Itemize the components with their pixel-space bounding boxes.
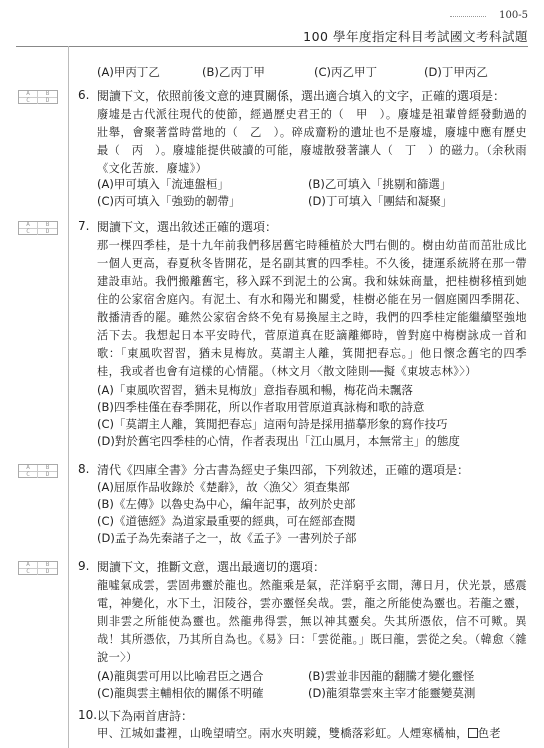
- q7-option-d[interactable]: (D)對於舊宅四季桂的心情，作者表現出「江山風月，本無常主」的態度: [97, 434, 460, 448]
- q6-number: 6.: [78, 88, 90, 102]
- q8-option-d[interactable]: (D)孟子為先秦諸子之一，故《孟子》一書列於子部: [97, 531, 357, 545]
- q7-passage: 那一棵四季桂，是十九年前我們移居舊宅時種植於大門右側的。樹由幼苗而茁壯成比一個人更高，春夏秋冬皆開花，是名副其實的四季桂。不久後，捷運系統將在那一帶建設車站。我們搬離舊宅，移入踩不到泥土的公寓。我和妹妹商量，把桂樹移植到她住的公家宿舍庭內。有泥土、有水和陽光和關愛，桂樹必能在另一個庭園四季開花、散播清香的罷。雖然公家宿舍終不免有易換屋主之時，我們的四季桂定能繼續堅強地活下去。我想起日本平安時代，菅原道真在貶謫離鄉時，曾對庭中梅樹詠成一首和歌：「東風吹習習，猶未見梅放。莫謂主人離，箕閒把春忘。」他日懷念舊宅的四季桂，我或者也會有這樣的心情罷。（林文月〈散文陸則──擬《東坡志林》〉）: [97, 239, 527, 378]
- q6-option-a[interactable]: (A)甲可填入「流連盤桓」: [97, 177, 229, 191]
- q10-passage-start: 甲、江城如畫裡，山晚望晴空。兩水夾明鏡，雙橋落彩虹。人煙寒橘柚，: [97, 727, 468, 740]
- q7-option-a[interactable]: (A)「東風吹習習，猶未見梅放」意指春風和暢，梅花尚未飄落: [97, 383, 413, 397]
- q9-option-a[interactable]: (A)龍與雲可用以比喻君臣之遇合: [97, 669, 264, 683]
- margin-line: [68, 46, 69, 748]
- q7-option-b[interactable]: (B)四季桂僅在春季開花，所以作者取用菅原道真詠梅和歌的詩意: [97, 400, 425, 414]
- blank-box[interactable]: [468, 728, 478, 738]
- q9-stem: 閱讀下文，推斷文意，選出最適切的選項：: [97, 560, 326, 574]
- q10-number: 10.: [78, 708, 98, 722]
- q6-stem: 閱讀下文，依照前後文意的連貫關係，選出適合填入的文字，正確的選項是：: [97, 89, 506, 103]
- q5-option-d[interactable]: (D)丁甲丙乙: [424, 65, 488, 79]
- q10-passage-end: 色老: [477, 727, 501, 740]
- q6-passage: 廢墟是古代派往現代的使節，經過歷史君王的（ 甲 ）。廢墟是祖輩曾經發動過的壯舉，會聚著當時當地的（ 乙 ）。碎成齏粉的遺址也不是廢墟，廢墟中應有歷史最（ 丙 ）。廢墟能提供破讀的可能，廢墟散發著讓人（ 丁 ）的磁力。（余秋雨《文化苦旅．廢墟》）: [97, 108, 527, 175]
- q10-stem: 以下為兩首唐詩：: [97, 709, 194, 723]
- answer-box-q6[interactable]: A B C D: [18, 90, 58, 104]
- header-dots: [450, 16, 486, 17]
- q8-option-b[interactable]: (B)《左傳》以魯史為中心，編年記事，故列於史部: [97, 497, 356, 511]
- q7-stem: 閱讀下文，選出敘述正確的選項：: [97, 220, 278, 234]
- q8-option-a[interactable]: (A)屈原作品收錄於《楚辭》，故〈漁父〉須查集部: [97, 480, 350, 494]
- q5-option-a[interactable]: (A)甲丙丁乙: [97, 65, 160, 79]
- q8-option-c[interactable]: (C)《道德經》為道家最重要的經典，可在經部查閱: [97, 514, 356, 528]
- q10-passage: [97, 725, 527, 743]
- answer-box-q9[interactable]: A B C D: [18, 561, 58, 575]
- q7-option-c[interactable]: (C)「莫謂主人離，箕閒把春忘」這兩句詩是採用描摹形象的寫作技巧: [97, 417, 448, 431]
- q9-option-d[interactable]: (D)龍須靠雲來主宰才能靈變莫測: [308, 686, 476, 700]
- header-rule: [16, 46, 528, 47]
- page-header: 100 學年度指定科目考試國文考科試題: [303, 29, 528, 44]
- q9-passage: 龍噓氣成雲，雲固弗靈於龍也。然龍乘是氣，茫洋窮乎玄間，薄日月，伏光景，感震電，神變化，水下土，汨陵谷，雲亦靈怪矣哉。雲，龍之所能使為靈也。若龍之靈，則非雲之所能使為靈也。然龍弗得雲，無以神其靈矣。失其所憑依，信不可歟。異哉！其所憑依，乃其所自為也。《易》曰：「雲從龍。」既曰龍，雲從之矣。（韓愈〈雜說一〉）: [97, 579, 527, 664]
- q8-stem: 清代《四庫全書》分古書為經史子集四部，下列敘述，正確的選項是：: [97, 463, 470, 477]
- q6-option-c[interactable]: (C)丙可填入「強勁的韌帶」: [97, 194, 241, 208]
- q7-number: 7.: [78, 219, 90, 233]
- page-number: 100-5: [499, 10, 528, 21]
- q9-number: 9.: [78, 559, 90, 573]
- q9-option-c[interactable]: (C)龍與雲主輔相依的關係不明確: [97, 686, 264, 700]
- q9-option-b[interactable]: (B)雲並非因龍的翻騰才變化靈怪: [308, 669, 475, 683]
- q5-option-c[interactable]: (C)丙乙甲丁: [314, 65, 378, 79]
- q6-option-b[interactable]: (B)乙可填入「挑剔和篩選」: [308, 177, 452, 191]
- q5-options: [97, 64, 488, 80]
- q6-option-d[interactable]: (D)丁可填入「團結和凝聚」: [308, 194, 453, 208]
- q5-option-b[interactable]: (B)乙丙丁甲: [202, 65, 265, 79]
- answer-box-q8[interactable]: A B C D: [18, 464, 58, 478]
- q8-number: 8.: [78, 462, 90, 476]
- answer-box-q7[interactable]: A B C D: [18, 221, 58, 235]
